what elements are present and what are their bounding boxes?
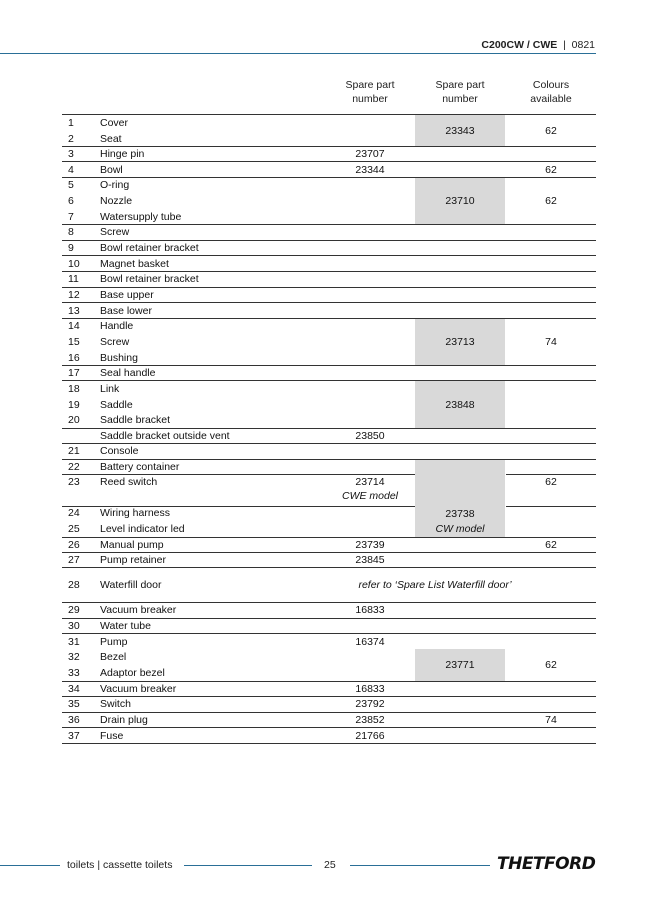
group-spare-part-number: 23713	[445, 336, 475, 348]
part-description: Drain plug	[100, 714, 148, 726]
model-name: C200CW / CWE	[481, 39, 558, 51]
row-number: 1	[68, 117, 74, 129]
table-rule	[62, 633, 596, 634]
thetford-logo: THETFORD	[497, 854, 596, 874]
row-number: 22	[68, 461, 80, 473]
row-number: 8	[68, 226, 74, 238]
spare-part-number: 23850	[355, 430, 385, 442]
column-header-spare-part-2: Spare part number	[435, 79, 485, 105]
row-number: 17	[68, 367, 80, 379]
model-note: CW model	[435, 523, 485, 535]
footer-rule-left	[0, 865, 60, 866]
table-rule	[62, 177, 596, 178]
row-number: 21	[68, 445, 80, 457]
row-number: 18	[68, 383, 80, 395]
part-description: Handle	[100, 320, 134, 332]
table-rule	[62, 443, 596, 444]
part-description: Battery container	[100, 461, 180, 473]
part-description: Console	[100, 445, 139, 457]
part-description: Base lower	[100, 305, 152, 317]
part-description: Seal handle	[100, 367, 156, 379]
spare-part-number: 23707	[355, 148, 385, 160]
row-number: 36	[68, 714, 80, 726]
reference-note: refer to ‘Spare List Waterfill door’	[358, 579, 512, 591]
group-spare-part-number: 23343	[445, 125, 475, 137]
spare-part-number: 23739	[355, 539, 385, 551]
row-number: 35	[68, 698, 80, 710]
row-number: 24	[68, 507, 80, 519]
part-description: Nozzle	[100, 195, 133, 207]
part-description: Bowl retainer bracket	[100, 242, 199, 254]
spare-part-number: 23714	[355, 476, 385, 488]
spare-part-number: 16833	[355, 604, 385, 616]
row-number: 19	[68, 399, 80, 411]
colours-available: 74	[545, 714, 557, 726]
part-description: Waterfill door	[100, 579, 162, 591]
part-description: Level indicator led	[100, 523, 185, 535]
part-description: Pump	[100, 636, 128, 648]
row-number: 23	[68, 476, 80, 488]
part-description: Vacuum breaker	[100, 604, 177, 616]
page-number: 25	[324, 859, 336, 871]
table-rule	[62, 380, 596, 381]
spare-part-number: 21766	[355, 730, 385, 742]
part-description: Bowl	[100, 164, 123, 176]
colours-available: 74	[545, 336, 557, 348]
footer-rule-middle	[184, 865, 312, 866]
row-number: 7	[68, 211, 74, 223]
part-description: Switch	[100, 698, 131, 710]
group-spare-part-number: 23848	[445, 398, 475, 411]
part-description: Screw	[100, 226, 130, 238]
row-number: 11	[68, 273, 79, 285]
row-number: 2	[68, 133, 74, 145]
row-number: 15	[68, 336, 80, 348]
part-description: Saddle	[100, 399, 133, 411]
part-description: Fuse	[100, 730, 124, 742]
row-number: 25	[68, 523, 80, 535]
spare-part-number: 16374	[355, 636, 385, 648]
row-number: 32	[68, 651, 80, 663]
table-rule	[62, 567, 596, 568]
table-rule	[62, 318, 596, 319]
part-description: Bezel	[100, 651, 127, 663]
part-description: Screw	[100, 336, 130, 348]
part-description: Saddle bracket outside vent	[100, 430, 230, 442]
row-number: 29	[68, 604, 80, 616]
spare-part-number: 16833	[355, 683, 385, 695]
table-rule	[62, 114, 596, 115]
spare-part-number: 23792	[355, 698, 385, 710]
part-description: Adaptor bezel	[100, 667, 165, 679]
row-number: 12	[68, 289, 80, 301]
table-rule	[62, 255, 596, 256]
row-number: 31	[68, 636, 80, 648]
row-number: 37	[68, 730, 80, 742]
part-description: Bushing	[100, 352, 138, 364]
spare-part-number: 23845	[355, 554, 385, 566]
part-description: Link	[100, 383, 120, 395]
row-number: 27	[68, 554, 80, 566]
row-number: 30	[68, 620, 80, 632]
group-spare-part-number: 23738	[445, 508, 475, 520]
part-description: Water tube	[100, 620, 151, 632]
colours-available: 62	[545, 476, 557, 488]
row-number: 33	[68, 667, 80, 679]
part-description: Base upper	[100, 289, 154, 301]
part-description: Watersupply tube	[100, 211, 182, 223]
row-number: 9	[68, 242, 74, 254]
part-description: Vacuum breaker	[100, 683, 177, 695]
column-header-colours: Colours available	[530, 79, 572, 105]
row-number: 20	[68, 414, 80, 426]
row-number: 4	[68, 164, 74, 176]
row-number: 14	[68, 320, 80, 332]
colours-available: 62	[545, 659, 557, 671]
part-description: Bowl retainer bracket	[100, 273, 199, 285]
table-rule	[62, 727, 596, 728]
colours-available: 62	[545, 539, 557, 551]
row-number: 10	[68, 258, 80, 270]
part-description: Hinge pin	[100, 148, 145, 160]
row-number: 5	[68, 179, 74, 191]
part-description: Saddle bracket	[100, 414, 171, 426]
row-number: 16	[68, 352, 80, 364]
row-number: 28	[68, 579, 80, 591]
footer-category: toilets | cassette toilets	[67, 859, 173, 871]
group-spare-part-number: 23710	[445, 195, 475, 207]
part-description: Magnet basket	[100, 258, 169, 270]
part-description: Cover	[100, 117, 129, 129]
table-rule	[506, 506, 596, 507]
row-number: 34	[68, 683, 80, 695]
part-description: Manual pump	[100, 539, 164, 551]
row-number: 26	[68, 539, 80, 551]
spare-part-number: 23344	[355, 164, 385, 176]
group-spare-part-number: 23771	[445, 659, 475, 671]
part-description: O-ring	[100, 179, 130, 191]
row-number: 3	[68, 148, 74, 160]
table-rule	[62, 302, 596, 303]
model-note: CWE model	[341, 490, 398, 502]
spare-part-number: 23852	[355, 714, 385, 726]
part-description: Seat	[100, 133, 122, 145]
document-code: 0821	[571, 39, 595, 51]
row-number: 6	[68, 195, 74, 207]
part-description: Reed switch	[100, 476, 158, 488]
colours-available: 62	[545, 125, 557, 137]
colours-available: 62	[545, 195, 557, 207]
colours-available: 62	[545, 164, 557, 176]
page-header: C200CW / CWE | 0821	[481, 39, 595, 51]
part-description: Wiring harness	[100, 507, 171, 519]
table-rule	[62, 743, 596, 744]
table-rule	[62, 224, 596, 225]
footer-rule-right	[350, 865, 490, 866]
part-description: Pump retainer	[100, 554, 166, 566]
row-number: 13	[68, 305, 80, 317]
column-header-spare-part-1: Spare part number	[345, 79, 395, 105]
table-rule	[62, 161, 596, 162]
